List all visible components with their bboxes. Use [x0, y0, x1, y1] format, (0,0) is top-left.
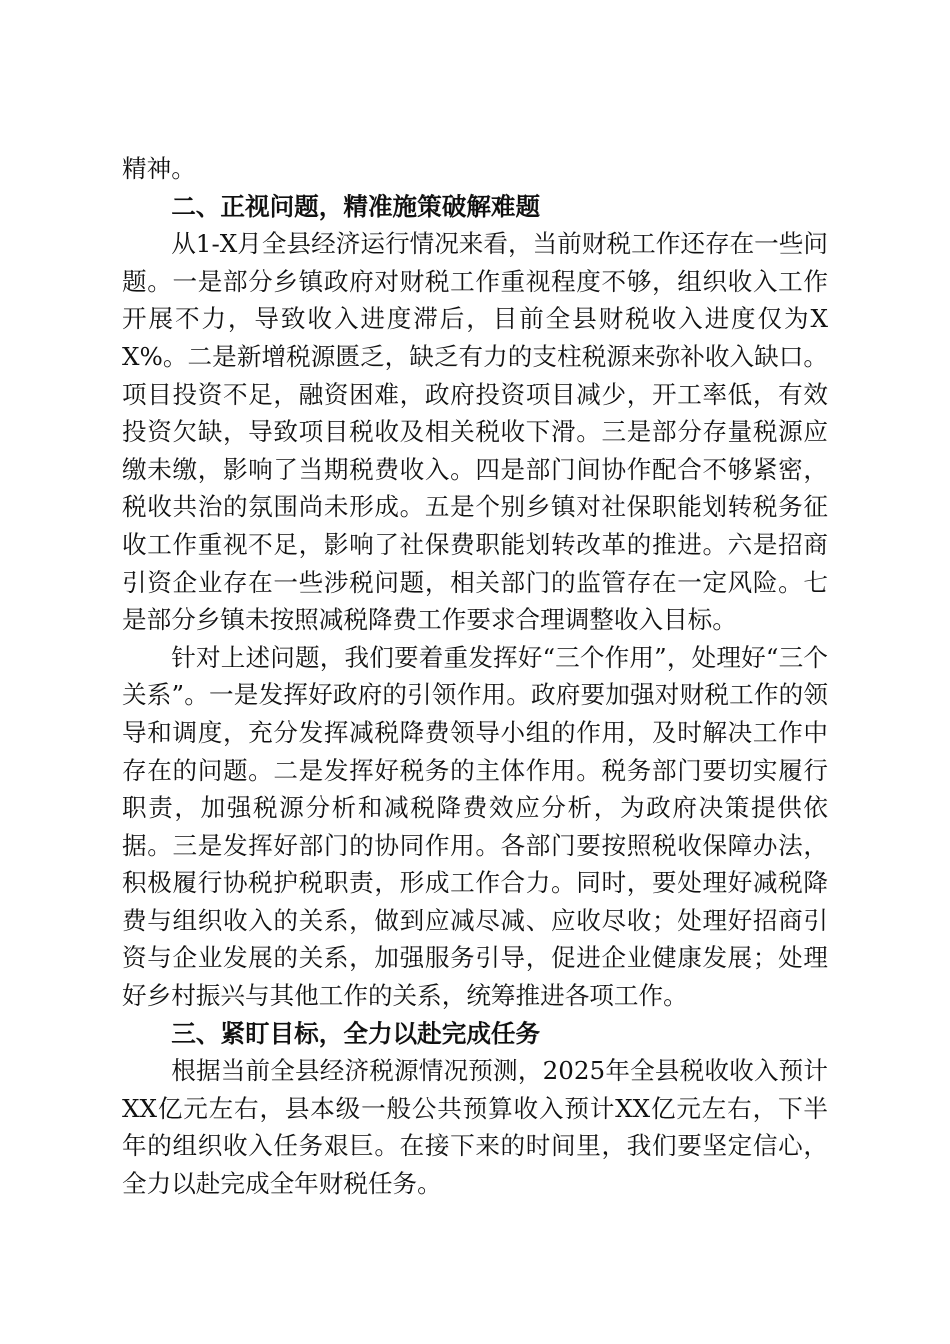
targets-paragraph: 根据当前全县经济税源情况预测，2025年全县税收收入预计XX亿元左右，县本级一般公共预算收入预计XX亿元左右，下半年的组织收入任务艰巨。在接下来的时间里，我们要坚定信心，全力以赴完成全年财税任务。: [122, 1056, 828, 1199]
continued-paragraph: 精神。: [122, 154, 196, 183]
document-page: [122, 150, 828, 1203]
section-heading-3: 三、紧盯目标，全力以赴完成任务: [171, 1018, 541, 1048]
section-heading-2: 二、正视问题，精准施策破解难题: [171, 191, 541, 221]
measures-paragraph: 针对上述问题，我们要着重发挥好“三个作用”，处理好“三个关系”。一是发挥好政府的引领作用。政府要加强对财税工作的领导和调度，充分发挥减税降费领导小组的作用，及时解决工作中存在的问题。二是发挥好税务的主体作用。税务部门要切实履行职责，加强税源分析和减税降费效应分析，为政府决策提供依据。三是发挥好部门的协同作用。各部门要按照税收保障办法，积极履行协税护税职责，形成工作合力。同时，要处理好减税降费与组织收入的关系，做到应减尽减、应收尽收；处理好招商引资与企业发展的关系，加强服务引导，促进企业健康发展；处理好乡村振兴与其他工作的关系，统筹推进各项工作。: [122, 642, 828, 1011]
problems-paragraph: 从1-X月全县经济运行情况来看，当前财税工作还存在一些问题。一是部分乡镇政府对财税工作重视程度不够，组织收入工作开展不力，导致收入进度滞后，目前全县财税收入进度仅为XX%。二是新增税源匮乏，缺乏有力的支柱税源来弥补收入缺口。项目投资不足，融资困难，政府投资项目减少，开工率低，有效投资欠缺，导致项目税收及相关税收下滑。三是部分存量税源应缴未缴，影响了当期税费收入。四是部门间协作配合不够紧密，税收共治的氛围尚未形成。五是个别乡镇对社保职能划转税务征收工作重视不足，影响了社保费职能划转改革的推进。六是招商引资企业存在一些涉税问题，相关部门的监管存在一定风险。七是部分乡镇未按照减税降费工作要求合理调整收入目标。: [122, 229, 828, 635]
